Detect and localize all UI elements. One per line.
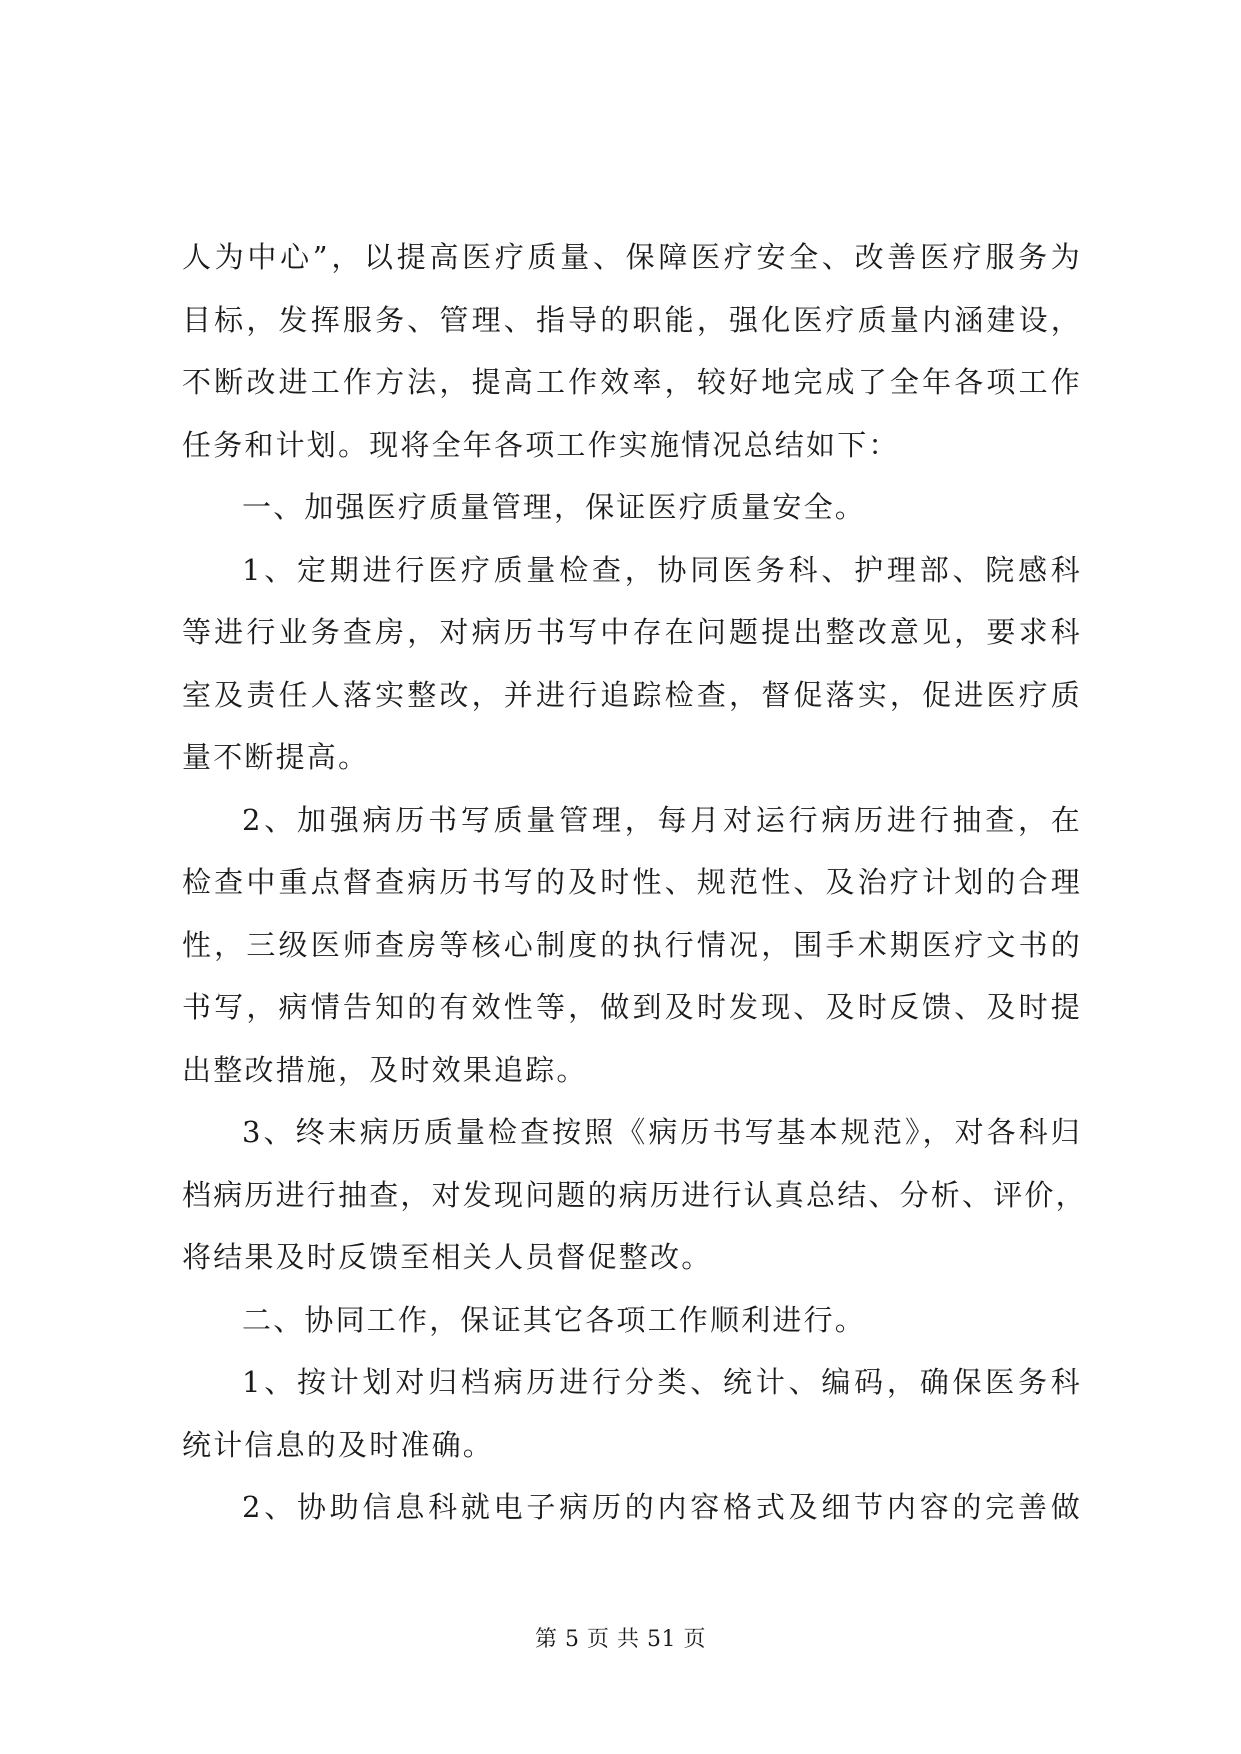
- text-line: 量不断提高。: [182, 740, 370, 774]
- text-line: 目标，发挥服务、管理、指导的职能，强化医疗质量内涵建设，: [182, 302, 1082, 337]
- text-line: 3、终末病历质量检查按照《病历书写基本规范》，对各科归: [242, 1115, 1082, 1149]
- document-body: [182, 226, 1087, 1539]
- text-line: 书写，病情告知的有效性等，做到及时发现、及时反馈、及时提: [182, 990, 1082, 1024]
- text-line: 不断改进工作方法，提高工作效率，较好地完成了全年各项工作: [182, 365, 1082, 399]
- page-number-footer: 第 5 页 共 51 页: [535, 1627, 706, 1652]
- text-line: 统计信息的及时准确。: [182, 1427, 495, 1462]
- text-line: 1、定期进行医疗质量检查，协同医务科、护理部、院感科: [242, 552, 1082, 587]
- text-line: 室及责任人落实整改，并进行追踪检查，督促落实，促进医疗质: [182, 677, 1082, 712]
- text-line: 1、按计划对归档病历进行分类、统计、编码，确保医务科: [242, 1365, 1082, 1399]
- text-line: 2、协助信息科就电子病历的内容格式及细节内容的完善做: [242, 1490, 1082, 1524]
- section-heading: 一、加强医疗质量管理，保证医疗质量安全。: [242, 490, 867, 524]
- text-line: 任务和计划。现将全年各项工作实施情况总结如下：: [182, 427, 900, 462]
- text-line: 出整改措施，及时效果追踪。: [182, 1052, 588, 1087]
- section-heading: 二、协同工作，保证其它各项工作顺利进行。: [242, 1302, 867, 1337]
- text-line: 将结果及时反馈至相关人员督促整改。: [182, 1240, 713, 1274]
- text-line: 档病历进行抽查，对发现问题的病历进行认真总结、分析、评价，: [182, 1177, 1087, 1212]
- text-line: 性，三级医师查房等核心制度的执行情况，围手术期医疗文书的: [182, 927, 1082, 962]
- text-line: 等进行业务查房，对病历书写中存在问题提出整改意见，要求科: [182, 615, 1082, 649]
- text-line: 检查中重点督查病历书写的及时性、规范性、及治疗计划的合理: [182, 865, 1082, 899]
- text-line: 人为中心”，以提高医疗质量、保障医疗安全、改善医疗服务为: [182, 240, 1082, 274]
- text-line: 2、加强病历书写质量管理，每月对运行病历进行抽查，在: [242, 802, 1082, 837]
